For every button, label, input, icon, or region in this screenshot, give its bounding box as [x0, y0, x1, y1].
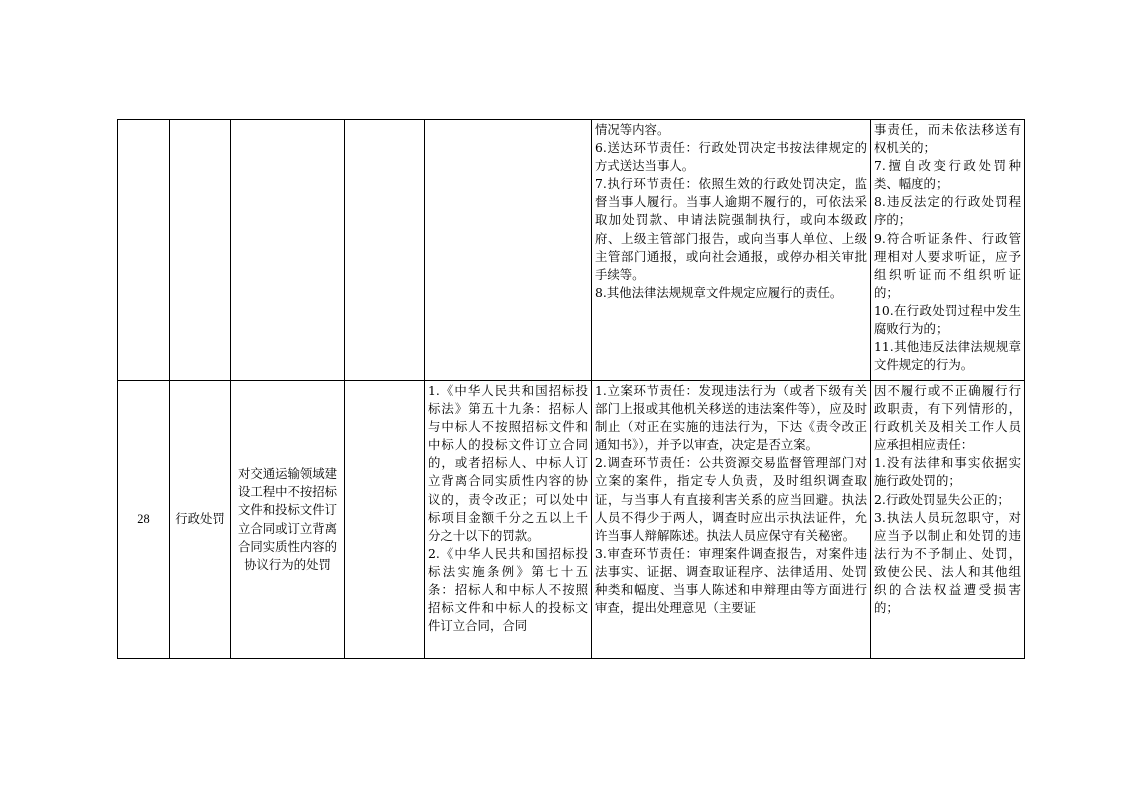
table-row [118, 120, 1025, 381]
responsibility-cell: 1.立案环节责任：发现违法行为（或者下级有关部门上报或其他机关移送的违法案件等），应及时制止（对正在实施的违法行为，下达《责令改正通知书》），并予以审查，决定是否立案。 2.调查环节责任：公共资源交易监督管理部门对立案的案件，指定专人负责，及时组织调查取证，与当事人有直接利害关系的应当回避。执法人员不得少于两人，调查时应出示执法证件，允许当事人辩解陈述。执法人员应保守有关秘密。 3.审查环节责任：审理案件调查报告，对案件违法事实、证据、调查取证程序、法律适用、处罚种类和幅度、当事人陈述和申辩理由等方面进行审查，提出处理意见（主要证 [592, 381, 871, 659]
item-name-cell: 对交通运输领域建设工程中不按招标文件和投标文件订立合同或订立背离合同实质性内容的协议行为的处罚 [231, 381, 345, 659]
category-cell [170, 120, 231, 381]
empty-cell [345, 120, 425, 381]
seq-cell: 28 [118, 381, 170, 659]
power-list-table [117, 119, 1025, 659]
empty-cell [345, 381, 425, 659]
accountability-cell: 因不履行或不正确履行行政职责，有下列情形的，行政机关及相关工作人员应承担相应责任： 1.没有法律和事实依据实施行政处罚的； 2.行政处罚显失公正的； 3.执法人员玩忽职守，对应当予以制止和处罚的违法行为不予制止、处罚，致使公民、法人和其他组织的合法权益遭受损害的； [871, 381, 1025, 659]
category-cell: 行政处罚 [170, 381, 231, 659]
accountability-cell: 事责任，而未依法移送有权机关的； 7.擅自改变行政处罚种类、幅度的； 8.违反法定的行政处罚程序的； 9.符合听证条件、行政管理相对人要求听证，应予组织听证而不组织听证的； 10.在行政处罚过程中发生腐败行为的； 11.其他违反法律法规规章文件规定的行为。 [871, 120, 1025, 381]
basis-cell: 1.《中华人民共和国招标投标法》第五十九条：招标人与中标人不按照招标文件和中标人的投标文件订立合同的，或者招标人、中标人订立背离合同实质性内容的协议的，责令改正；可以处中标项目金额千分之五以上千分之十以下的罚款。 2.《中华人民共和国招标投标法实施条例》第七十五条：招标人和中标人不按照招标文件和中标人的投标文件订立合同，合同 [425, 381, 592, 659]
responsibility-cell: 情况等内容。 6.送达环节责任：行政处罚决定书按法律规定的方式送达当事人。 7.执行环节责任：依照生效的行政处罚决定，监督当事人履行。当事人逾期不履行的，可依法采取加处罚款、申请法院强制执行，或向本级政府、上级主管部门报告，或向当事人单位、上级主管部门通报，或向社会通报，或停办相关审批手续等。 8.其他法律法规规章文件规定应履行的责任。 [592, 120, 871, 381]
item-name-cell [231, 120, 345, 381]
table-row [118, 381, 1025, 659]
seq-cell [118, 120, 170, 381]
basis-cell [425, 120, 592, 381]
